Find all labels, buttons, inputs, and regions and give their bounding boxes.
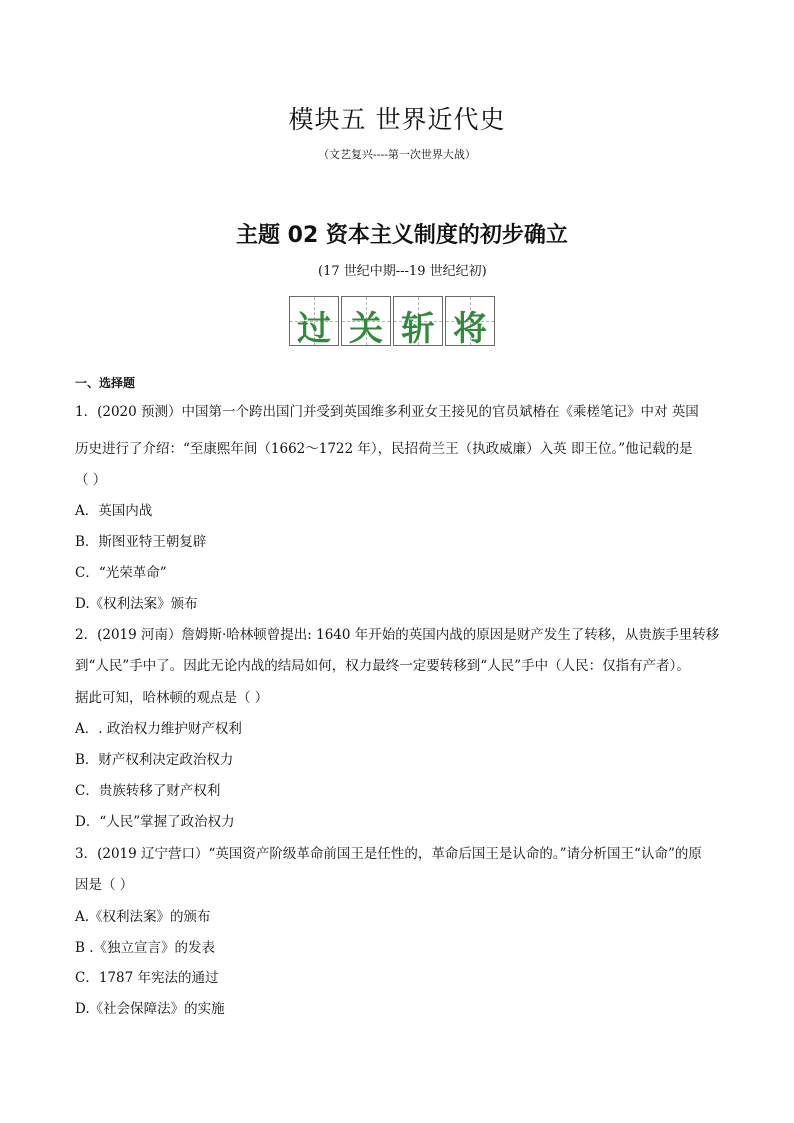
question-1-option-c: C．“光荣革命” [75,565,167,581]
question-3-stem-line-2: 因是（ ） [75,877,134,893]
module-title: 模块五 世界近代史 [288,105,506,134]
question-2-stem-line-2: 到“人民”手中了。因此无论内战的结局如何，权力最终一定要转移到“人民”手中（人民：仅指有产者）。 [75,658,690,674]
section-heading: 一、选择题 [75,376,136,390]
question-3-option-a: A.《权利法案》的颁布 [75,909,211,925]
banner-char: 关 [349,309,383,349]
banner-char: 过 [297,309,331,349]
topic-subtitle: (17 世纪中期---19 世纪纪初) [318,264,487,279]
question-3-option-c: C．1787 年宪法的通过 [75,970,219,986]
question-2-stem-line-1: 2．(2019 河南）詹姆斯·哈林顿曾提出: 1640 年开始的英国内战的原因是财产发生了转移，从贵族手里转移 [75,627,720,643]
banner-calligraphy [289,296,501,348]
question-3-stem-line-1: 3．(2019 辽宁营口）“英国资产阶级革命前国王是任性的，革命后国王是认命的。”请分析国王“认命”的原 [75,846,702,862]
question-2-stem-line-3: 据此可知，哈林顿的观点是（ ） [75,690,269,706]
question-3-option-b: B .《独立宣言》的发表 [75,940,216,956]
question-2-option-a: A．. 政治权力维护财产权利 [75,721,242,737]
banner-cell [341,296,391,349]
question-2-option-b: B．财产权利决定政治权力 [75,752,234,768]
question-1-stem-line-1: 1．(2020 预测）中国第一个跨出国门并受到英国维多利亚女王接见的官员斌椿在《乘槎笔记》中对 英国 [75,404,699,420]
question-1-option-b: B．斯图亚特王朝复辟 [75,534,207,550]
question-2-option-c: C．贵族转移了财产权利 [75,783,221,799]
topic-title: 主题 02 资本主义制度的初步确立 [236,223,568,248]
banner-char: 斩 [401,309,435,349]
banner-cell [393,296,443,349]
question-1-stem-line-2: 历史进行了介绍：“至康熙年间（1662～1722 年），民招荷兰王（执政威廉）入英 即王位。”他记载的是 [75,441,693,457]
question-2-option-d: D．“人民”掌握了政治权力 [75,814,235,830]
question-1-option-d: D.《权利法案》颁布 [75,596,198,612]
question-1-stem-line-3: （ ） [75,472,107,488]
banner-cell [445,296,495,349]
banner-char: 将 [453,309,487,349]
banner-cell [289,296,339,349]
question-3-option-d: D.《社会保障法》的实施 [75,1001,225,1017]
module-subtitle: （文艺复兴----第一次世界大战） [318,148,476,161]
question-1-option-a: A．英国内战 [75,503,153,519]
